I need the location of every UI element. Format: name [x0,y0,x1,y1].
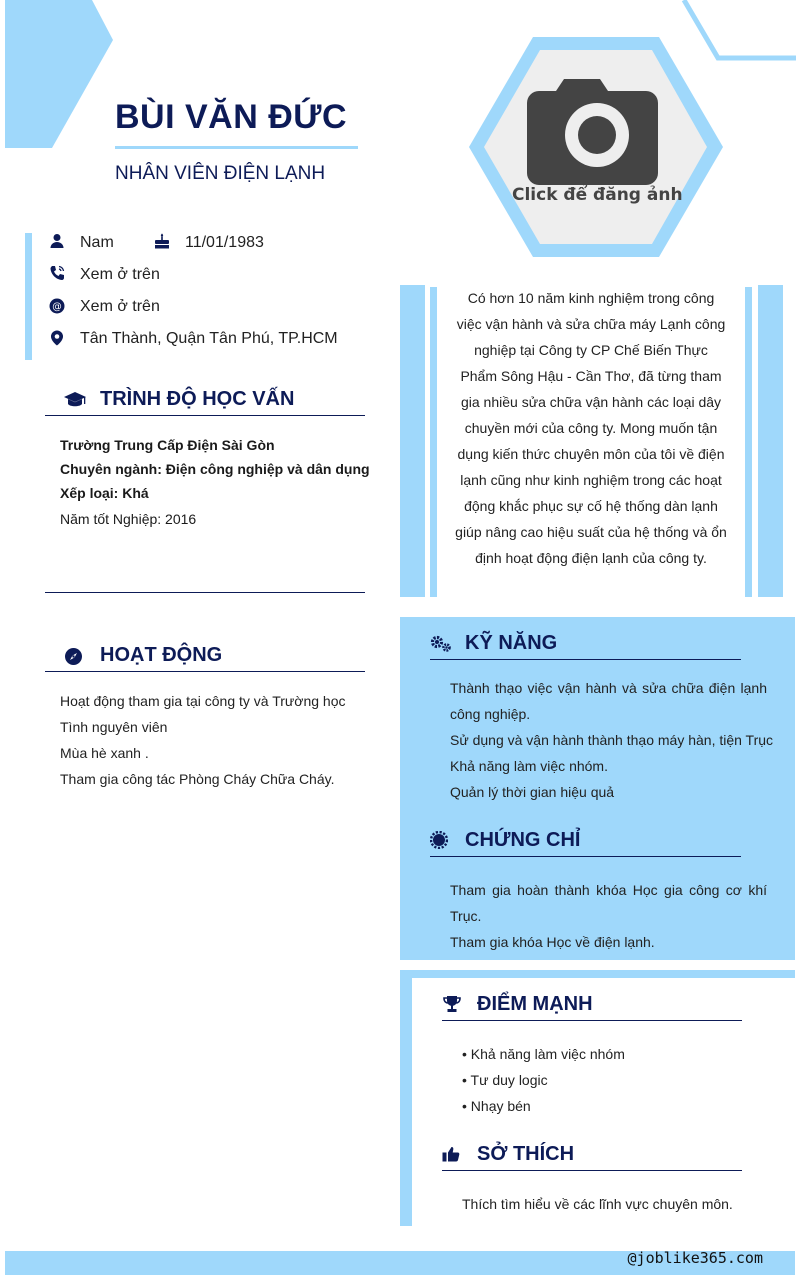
hobbies-heading: SỞ THÍCH [477,1143,575,1165]
strengths-frame-left [400,970,412,1226]
education-content [60,433,370,533]
phone-value[interactable]: Xem ở trên [80,266,160,283]
education-heading: TRÌNH ĐỘ HỌC VẤN [100,388,295,410]
summary-left-bar-thin [430,287,437,597]
skill-item: Thành thạo việc vận hành và sửa chữa điện lạnh công nghiệp. [450,680,767,722]
activity-item: Tham gia công tác Phòng Cháy Chữa Cháy. [60,771,335,787]
hobbies-heading-line [442,1170,742,1171]
career-summary: Có hơn 10 năm kinh nghiệm trong công việc vận hành và sửa chữa máy Lạnh công nghiệp tại Công ty CP Chế Biến Thực Phẩm Sông Hậu - Cần Thơ, đã từng tham gia nhiều sửa chữa vận hành các loại dây chuyền mới của công ty. Mong muốn tận dụng kiến thức chuyên môn của tôi về điện lạnh cũng như kinh nghiệm trong các hoạt động khắc phục sự cố hệ thống dàn lạnh giúp nâng cao hiệu suất của hệ thống và ổn định hoạt động điện lạnh của công ty. [455,290,727,566]
education-bottom-line [45,592,365,593]
strengths-frame-top [400,970,795,978]
location-pin-icon [49,330,65,346]
certificates-list [450,877,767,955]
skills-heading-line [430,659,741,660]
education-school: Trường Trung Cấp Điện Sài Gòn [60,437,275,453]
job-title: NHÂN VIÊN ĐIỆN LẠNH [115,163,326,184]
summary-left-bar-wide [400,285,425,597]
education-graduation-year: Năm tốt Nghiệp: 2016 [60,511,197,527]
certificate-item: Tham gia khóa Học về điện lạnh. [450,934,655,950]
education-heading-line [45,415,365,416]
contact-accent-bar [25,233,32,360]
strengths-list [462,1041,742,1119]
photo-frame [467,35,725,259]
skill-item: Quản lý thời gian hiệu quả [450,784,615,800]
gears-icon [430,635,452,653]
strength-item: • Nhạy bén [462,1098,531,1114]
skill-item: Sử dụng và vận hành thành thạo máy hàn, tiện Trục [450,732,774,748]
hobbies-text: Thích tìm hiểu về các lĩnh vực chuyên môn. [462,1196,733,1212]
thumbs-up-icon [442,1146,460,1162]
svg-text:@: @ [52,301,62,313]
birthday-value: 11/01/1983 [185,234,264,251]
certificates-heading: CHỨNG CHỈ [465,829,581,851]
certificates-heading-line [430,856,741,857]
compass-icon [65,648,82,665]
phone-icon [49,265,65,281]
footer-brand[interactable]: @joblike365.com [627,1249,763,1267]
activities-list [60,688,365,792]
trophy-icon [442,995,462,1013]
activity-item: Tình nguyên viên [60,719,168,735]
name-underline [115,146,358,149]
profile-photo-upload[interactable] [467,35,725,259]
strengths-heading: ĐIỂM MẠNH [477,993,593,1015]
corner-decoration-top-left [0,0,120,150]
strength-item: • Tư duy logic [462,1072,548,1088]
skills-heading: KỸ NĂNG [465,632,558,654]
address-value: Tân Thành, Quận Tân Phú, TP.HCM [80,330,338,347]
certificate-badge-icon [430,831,448,849]
candidate-name: BÙI VĂN ĐỨC [115,98,348,136]
birthday-cake-icon [154,233,170,249]
activities-heading-line [45,671,365,672]
activity-item: Hoạt động tham gia tại công ty và Trường học [60,693,346,709]
certificate-item: Tham gia hoàn thành khóa Học gia công cơ khí Trục. [450,882,767,924]
strength-item: • Khả năng làm việc nhóm [462,1046,625,1062]
skill-item: Khả năng làm việc nhóm. [450,758,608,774]
strengths-heading-line [442,1020,742,1021]
skills-list [450,675,774,805]
activities-heading: HOẠT ĐỘNG [100,644,223,666]
graduation-cap-icon [64,392,86,408]
gender-value: Nam [80,234,114,251]
summary-right-bar-wide [758,285,783,597]
email-icon [49,298,65,314]
photo-upload-label[interactable]: Click để đăng ảnh [512,185,683,205]
camera-icon [527,79,658,185]
education-grade: Xếp loại: Khá [60,485,149,501]
user-icon [49,233,65,249]
education-major: Chuyên ngành: Điện công nghiệp và dân dụng [60,461,370,477]
summary-right-bar-thin [745,287,752,597]
activity-item: Mùa hè xanh . [60,745,149,761]
email-value[interactable]: Xem ở trên [80,298,160,315]
